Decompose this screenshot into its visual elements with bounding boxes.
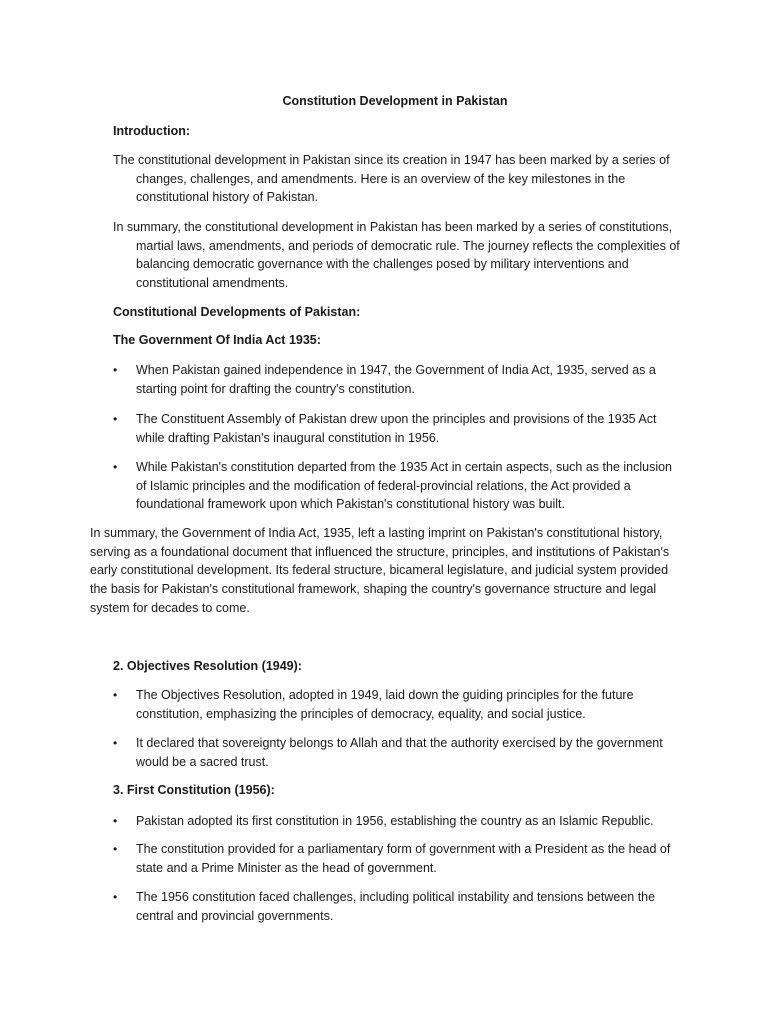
- list-item: [113, 410, 681, 447]
- list-item: [113, 734, 681, 771]
- intro-paragraph-1: The constitutional development in Pakistan since its creation in 1947 has been marked by a series of changes, challenges, and amendments. Here is an overview of the key milestones in the constitutional history of Pakistan.: [113, 153, 670, 205]
- list-item: [113, 812, 681, 831]
- first-constitution-heading: 3. First Constitution (1956):: [113, 783, 275, 797]
- list-item: [113, 686, 681, 723]
- list-item-text: The constitution provided for a parliamentary form of government with a President as the head of state and a Prime Minister as the head of government.: [136, 842, 671, 875]
- bullet-icon: •: [113, 363, 118, 377]
- list-item-text: The 1956 constitution faced challenges, including political instability and tensions between the central and provincial governments.: [136, 890, 656, 923]
- objectives-resolution-heading: 2. Objectives Resolution (1949):: [113, 659, 302, 673]
- bullet-icon: •: [113, 890, 118, 904]
- intro-paragraph-2: In summary, the constitutional development in Pakistan has been marked by a series of constitutions, martial laws, amendments, and periods of democratic rule. The journey reflects the complexities of balancing democratic governance with the challenges posed by military interventions and constitutional amendments.: [113, 220, 680, 291]
- list-item-text: The Objectives Resolution, adopted in 1949, laid down the guiding principles for the future constitution, emphasizing the principles of democracy, equality, and social justice.: [136, 688, 634, 721]
- document-title: Constitution Development in Pakistan: [282, 94, 508, 108]
- list-item: [113, 840, 681, 877]
- list-item-text: Pakistan adopted its first constitution in 1956, establishing the country as an Islamic Republic.: [136, 814, 654, 828]
- bullet-icon: •: [113, 842, 118, 856]
- bullet-icon: •: [113, 814, 118, 828]
- list-item: [113, 361, 681, 398]
- introduction-heading: Introduction:: [113, 124, 191, 138]
- bullet-icon: •: [113, 460, 118, 474]
- list-item: [113, 888, 681, 925]
- list-item-text: It declared that sovereignty belongs to Allah and that the authority exercised by the government would be a sacred trust.: [136, 736, 663, 769]
- list-item-text: When Pakistan gained independence in 1947, the Government of India Act, 1935, served as a starting point for drafting the country's constitution.: [136, 363, 656, 396]
- developments-heading: Constitutional Developments of Pakistan:: [113, 305, 361, 319]
- bullet-icon: •: [113, 688, 118, 702]
- section-1935-summary: In summary, the Government of India Act, 1935, left a lasting imprint on Pakistan's constitutional history, serving as a foundational document that influenced the structure, principles, and institutions of Pakistan's early constitutional development. Its federal structure, bicameral legislature, and judicial system provided the basis for Pakistan's constitutional framework, shaping the country's governance structure and legal system for decades to come.: [90, 526, 670, 615]
- list-item-text: While Pakistan's constitution departed from the 1935 Act in certain aspects, such as the inclusion of Islamic principles and the modification of federal-provincial relations, the Act provided a foundational framework upon which Pakistan's constitutional history was built.: [136, 460, 673, 512]
- bullet-icon: •: [113, 736, 118, 750]
- section-1935-heading: The Government Of India Act 1935:: [113, 333, 321, 347]
- list-item: [113, 458, 681, 514]
- bullet-icon: •: [113, 412, 118, 426]
- list-item-text: The Constituent Assembly of Pakistan drew upon the principles and provisions of the 1935 Act while drafting Pakistan's inaugural constitution in 1956.: [136, 412, 657, 445]
